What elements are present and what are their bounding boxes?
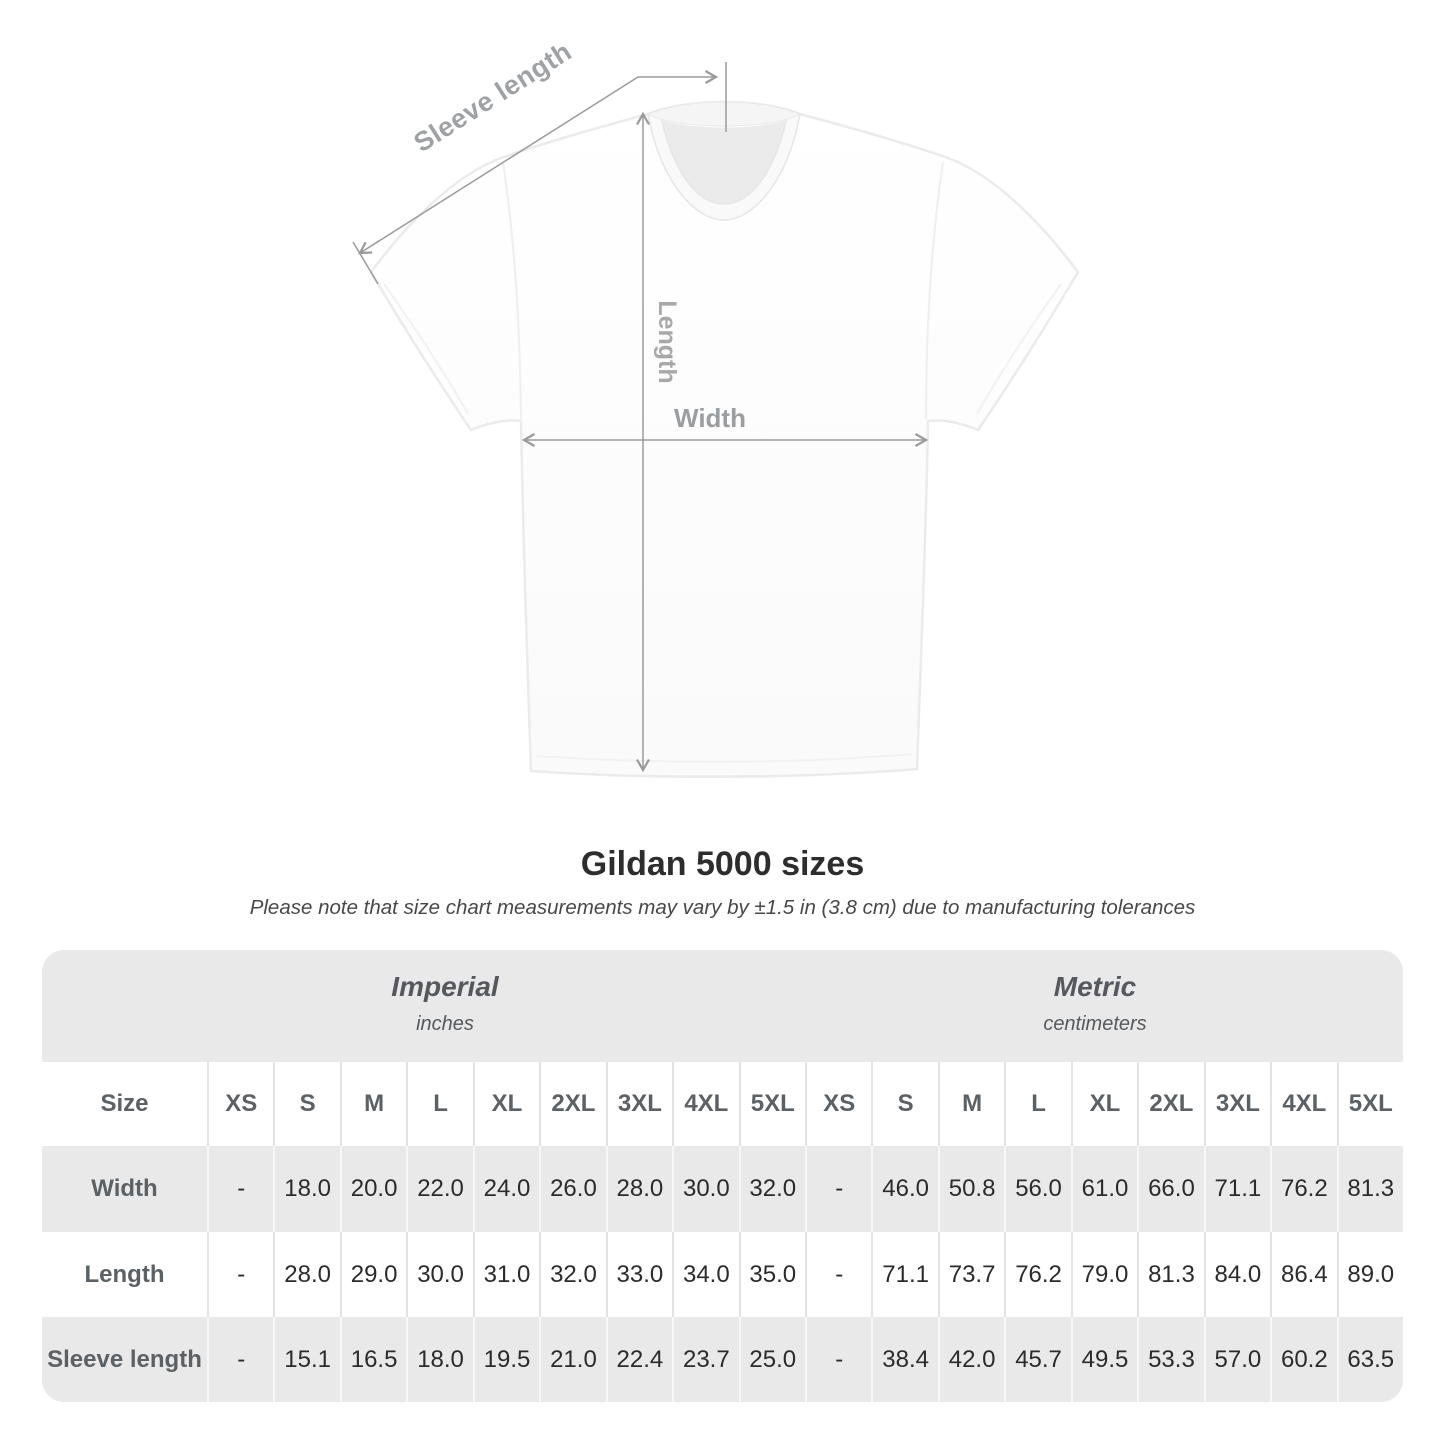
value-cell: 19.5 [473, 1317, 539, 1402]
value-cell: 53.3 [1137, 1317, 1203, 1402]
value-cell: 50.8 [938, 1146, 1004, 1232]
value-cell: 22.0 [406, 1146, 472, 1232]
table-row-length [42, 1232, 1403, 1317]
sleeve-end-tick [353, 242, 378, 284]
row-label: Sleeve length [47, 1345, 202, 1373]
value-cell: 30.0 [406, 1232, 472, 1317]
value-cell: 23.7 [672, 1317, 738, 1402]
value-cell: 28.0 [273, 1232, 339, 1317]
row-label: Width [91, 1175, 158, 1202]
size-header-cell: M [938, 1062, 1004, 1146]
value-cell: 26.0 [539, 1146, 605, 1232]
size-col-header: Size [100, 1090, 149, 1117]
value-cell: 66.0 [1137, 1146, 1203, 1232]
imperial-header [391, 971, 498, 1036]
size-header-cell: 3XL [606, 1062, 672, 1146]
size-header-cell: XS [805, 1062, 871, 1146]
value-cell: 45.7 [1004, 1317, 1070, 1402]
value-cell: 21.0 [539, 1317, 605, 1402]
value-cell: 24.0 [473, 1146, 539, 1232]
size-header-cell: 2XL [539, 1062, 605, 1146]
size-header-cell: S [273, 1062, 339, 1146]
size-header-cell: XL [473, 1062, 539, 1146]
metric-header [1043, 971, 1146, 1036]
value-cell: 81.3 [1137, 1232, 1203, 1317]
value-cell: 60.2 [1270, 1317, 1336, 1402]
value-cell: 20.0 [340, 1146, 406, 1232]
value-cell: 35.0 [739, 1232, 805, 1317]
value-cell: 81.3 [1337, 1146, 1403, 1232]
metric-title: Metric [1053, 971, 1137, 1002]
value-cell: 61.0 [1071, 1146, 1137, 1232]
value-cell: - [805, 1146, 871, 1232]
value-cell: 71.1 [871, 1232, 937, 1317]
value-cell: 29.0 [340, 1232, 406, 1317]
units-header-band [42, 950, 1403, 1062]
size-header-cell: 4XL [1270, 1062, 1336, 1146]
size-header-cell: L [406, 1062, 472, 1146]
value-cell: 15.1 [273, 1317, 339, 1402]
value-cell: - [207, 1146, 273, 1232]
value-cell: 49.5 [1071, 1317, 1137, 1402]
value-cell: 16.5 [340, 1317, 406, 1402]
size-header-cell: XS [207, 1062, 273, 1146]
value-cell: 89.0 [1337, 1232, 1403, 1317]
size-header-cell: L [1004, 1062, 1070, 1146]
value-cell: 46.0 [871, 1146, 937, 1232]
value-cell: 31.0 [473, 1232, 539, 1317]
value-cell: - [805, 1232, 871, 1317]
value-cell: 33.0 [606, 1232, 672, 1317]
value-cell: 56.0 [1004, 1146, 1070, 1232]
page-title: Gildan 5000 sizes [580, 845, 865, 883]
table-row-width [42, 1146, 1403, 1232]
value-cell: 84.0 [1204, 1232, 1270, 1317]
imperial-unit: inches [416, 1013, 474, 1035]
value-cell: 42.0 [938, 1317, 1004, 1402]
size-chart-table [42, 950, 1403, 1402]
value-cell: 38.4 [871, 1317, 937, 1402]
value-cell: 76.2 [1270, 1146, 1336, 1232]
size-header-row [42, 1062, 1403, 1146]
value-cell: 22.4 [606, 1317, 672, 1402]
tolerance-note: Please note that size chart measurements may vary by ±1.5 in (3.8 cm) due to manufacturing tolerances [249, 896, 1196, 919]
value-cell: 25.0 [739, 1317, 805, 1402]
size-header-cell: M [340, 1062, 406, 1146]
value-cell: 32.0 [539, 1232, 605, 1317]
value-cell: 28.0 [606, 1146, 672, 1232]
size-header-cell: 5XL [1337, 1062, 1403, 1146]
value-cell: 34.0 [672, 1232, 738, 1317]
size-header-cell: 2XL [1137, 1062, 1203, 1146]
value-cell: 76.2 [1004, 1232, 1070, 1317]
value-cell: 18.0 [406, 1317, 472, 1402]
value-cell: 79.0 [1071, 1232, 1137, 1317]
value-cell: 86.4 [1270, 1232, 1336, 1317]
length-label: Length [653, 300, 681, 384]
value-cell: - [207, 1232, 273, 1317]
imperial-title: Imperial [391, 971, 499, 1002]
size-header-cell: 5XL [739, 1062, 805, 1146]
size-header-cell: 3XL [1204, 1062, 1270, 1146]
value-cell: 32.0 [739, 1146, 805, 1232]
row-label: Length [84, 1260, 165, 1288]
sleeve-length-label: Sleeve length [408, 36, 577, 159]
value-cell: - [805, 1317, 871, 1402]
size-header-cell: 4XL [672, 1062, 738, 1146]
size-header-cell: XL [1071, 1062, 1137, 1146]
value-cell: 30.0 [672, 1146, 738, 1232]
value-cell: 73.7 [938, 1232, 1004, 1317]
value-cell: 71.1 [1204, 1146, 1270, 1232]
width-label: Width [674, 403, 746, 433]
value-cell: 57.0 [1204, 1317, 1270, 1402]
size-header-cell: S [871, 1062, 937, 1146]
value-cell: 63.5 [1337, 1317, 1403, 1402]
metric-unit: centimeters [1043, 1013, 1147, 1035]
value-cell: - [207, 1317, 273, 1402]
table-row-sleeve-length [42, 1317, 1403, 1402]
value-cell: 18.0 [273, 1146, 339, 1232]
